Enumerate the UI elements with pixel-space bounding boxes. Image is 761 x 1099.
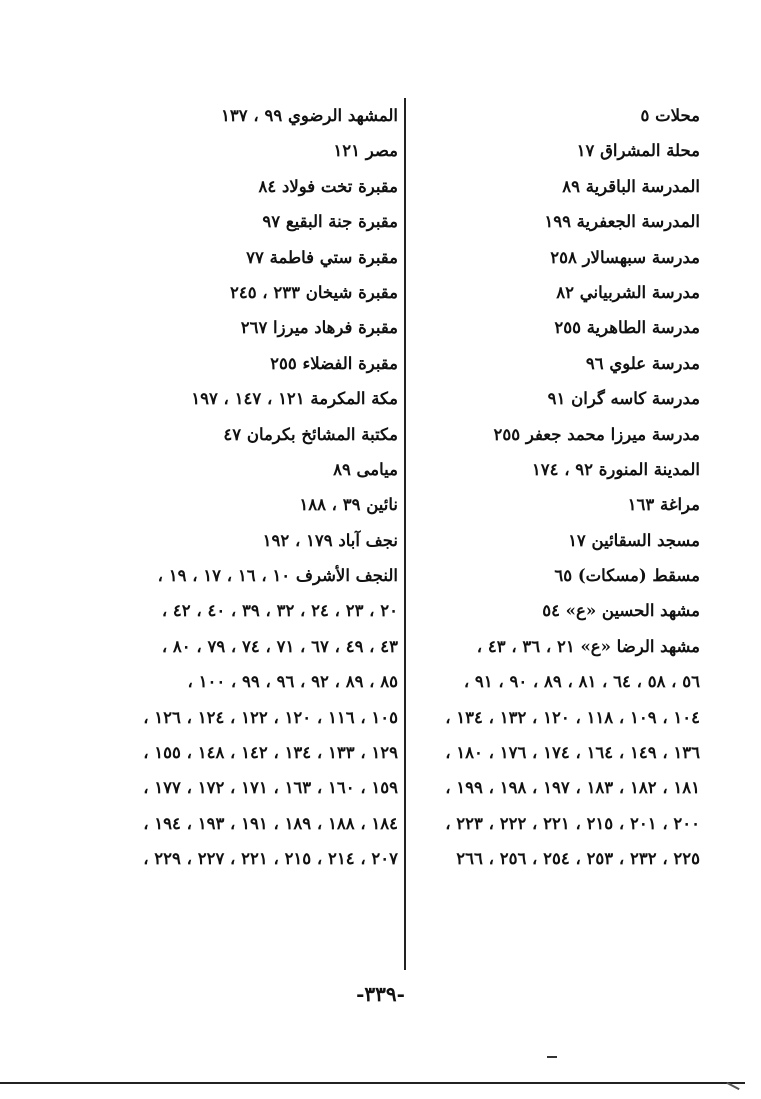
page-number: -٣٣٩- xyxy=(356,982,405,1006)
index-entry: مشهد الحسين «ع» ٥٤ xyxy=(542,601,700,621)
index-entry: ٤٣ ، ٤٩ ، ٦٧ ، ٧١ ، ٧٤ ، ٧٩ ، ٨٠ ، xyxy=(161,636,398,656)
index-entry: مصر ١٢١ xyxy=(333,141,398,161)
index-entry: مدرسة سبهسالار ٢٥٨ xyxy=(550,247,700,267)
index-entry: مدرسة الطاهرية ٢٥٥ xyxy=(554,318,700,338)
index-entry: محلات ٥ xyxy=(640,106,700,125)
index-entry: مقبرة الفضلاء ٢٥٥ xyxy=(270,353,398,373)
index-entry: مدرسة كاسه گران ٩١ xyxy=(547,389,700,409)
index-entry: نجف آباد ١٧٩ ، ١٩٢ xyxy=(262,530,398,550)
index-entry: مقبرة شيخان ٢٣٣ ، ٢٤٥ xyxy=(229,282,398,302)
index-entry: النجف الأشرف ١٠ ، ١٦ ، ١٧ ، ١٩ ، xyxy=(157,566,398,586)
index-entry: نائين ٣٩ ، ١٨٨ xyxy=(299,495,398,515)
index-entry: ميامى ٨٩ xyxy=(333,459,398,479)
scan-mark xyxy=(547,1056,557,1058)
index-entry: المدرسة الجعفرية ١٩٩ xyxy=(544,212,700,232)
index-entry: مقبرة جنة البقيع ٩٧ xyxy=(262,212,398,232)
index-column-right xyxy=(414,98,700,877)
index-entry: المشهد الرضوي ٩٩ ، ١٣٧ xyxy=(221,106,398,125)
index-entry: مدرسة علوي ٩٦ xyxy=(585,353,700,373)
index-entry: ١٢٩ ، ١٣٣ ، ١٣٤ ، ١٤٢ ، ١٤٨ ، ١٥٥ ، xyxy=(143,743,398,763)
index-entry: ٢٠٠ ، ٢٠١ ، ٢١٥ ، ٢٢١ ، ٢٢٢ ، ٢٢٣ ، xyxy=(445,813,700,833)
index-entry: المدينة المنورة ٩٢ ، ١٧٤ xyxy=(531,459,700,479)
index-entry: ١٣٦ ، ١٤٩ ، ١٦٤ ، ١٧٤ ، ١٧٦ ، ١٨٠ ، xyxy=(445,743,700,763)
index-entry: مسجد السقائين ١٧ xyxy=(568,530,700,550)
index-entry: مسقط (مسكات) ٦٥ xyxy=(554,566,700,586)
column-divider xyxy=(404,98,406,970)
index-entry: ١٠٤ ، ١٠٩ ، ١١٨ ، ١٢٠ ، ١٣٢ ، ١٣٤ ، xyxy=(445,707,700,727)
index-entry: ٥٦ ، ٥٨ ، ٦٤ ، ٨١ ، ٨٩ ، ٩٠ ، ٩١ ، xyxy=(463,672,700,692)
index-entry: مقبرة تخت فولاد ٨٤ xyxy=(258,176,398,196)
index-entry: مراغة ١٦٣ xyxy=(627,495,700,515)
index-entry: ٢٠٧ ، ٢١٤ ، ٢١٥ ، ٢٢١ ، ٢٢٧ ، ٢٢٩ ، xyxy=(143,849,398,869)
index-column-left xyxy=(143,98,398,877)
index-entry: ٢٠ ، ٢٣ ، ٢٤ ، ٣٢ ، ٣٩ ، ٤٠ ، ٤٢ ، xyxy=(161,601,398,621)
index-entry: ٨٥ ، ٨٩ ، ٩٢ ، ٩٦ ، ٩٩ ، ١٠٠ ، xyxy=(187,672,398,692)
index-entry: المدرسة الباقرية ٨٩ xyxy=(562,176,700,196)
index-entry: مشهد الرضا «ع» ٢١ ، ٣٦ ، ٤٣ ، xyxy=(476,636,700,656)
index-entry: ١٨٤ ، ١٨٨ ، ١٨٩ ، ١٩١ ، ١٩٣ ، ١٩٤ ، xyxy=(143,813,398,833)
index-entry: ٢٢٥ ، ٢٣٢ ، ٢٥٣ ، ٢٥٤ ، ٢٥٦ ، ٢٦٦ xyxy=(456,849,700,869)
bottom-rule xyxy=(0,1082,745,1084)
index-entry: ١٠٥ ، ١١٦ ، ١٢٠ ، ١٢٢ ، ١٢٤ ، ١٢٦ ، xyxy=(143,707,398,727)
index-entry: مقبرة ستي فاطمة ٧٧ xyxy=(246,247,398,267)
index-entry: مكة المكرمة ١٢١ ، ١٤٧ ، ١٩٧ xyxy=(191,389,398,409)
index-entry: مدرسة ميرزا محمد جعفر ٢٥٥ xyxy=(493,424,700,444)
index-entry: مقبرة فرهاد ميرزا ٢٦٧ xyxy=(240,318,398,338)
index-entry: مدرسة الشربياني ٨٢ xyxy=(556,282,700,302)
index-entry: مكتبة المشائخ بكرمان ٤٧ xyxy=(223,424,398,444)
index-entry: ١٥٩ ، ١٦٠ ، ١٦٣ ، ١٧١ ، ١٧٢ ، ١٧٧ ، xyxy=(143,778,398,798)
index-entry: ١٨١ ، ١٨٢ ، ١٨٣ ، ١٩٧ ، ١٩٨ ، ١٩٩ ، xyxy=(445,778,700,798)
index-entry: محلة المشراق ١٧ xyxy=(576,141,700,161)
